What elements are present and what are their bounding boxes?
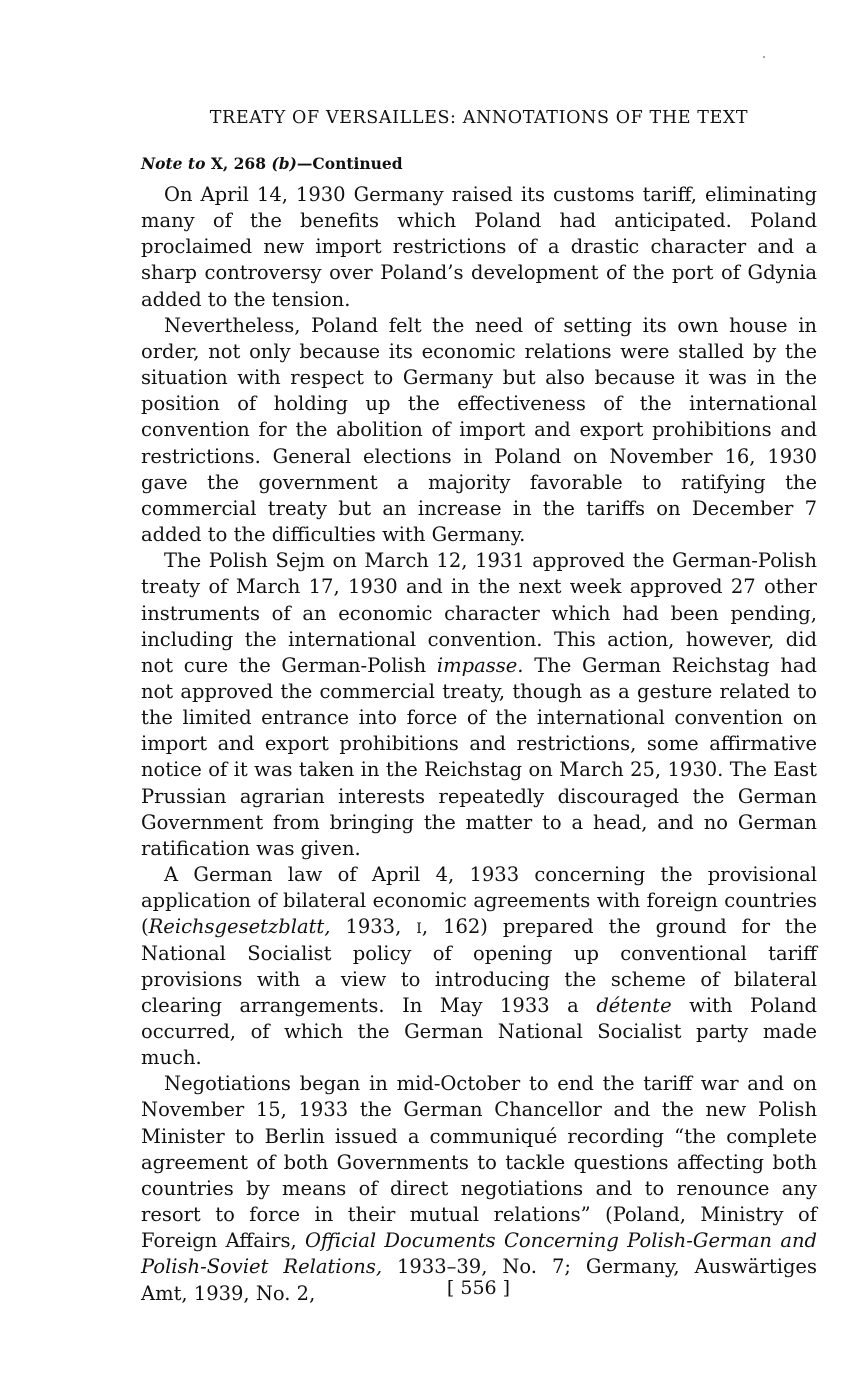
note-heading-sub: (b) [271,154,297,173]
paragraph-4-text-d: with Poland occurred, of which the German National Socialist party made much. [141,993,818,1070]
paragraph-3 [141,548,817,862]
note-heading-prefix: Note to [141,154,206,173]
paragraph-4-text-b: 1933, [330,915,417,939]
running-head: TREATY OF VERSAILLES: ANNOTATIONS OF THE TEXT [209,108,749,128]
paragraph-5-text-b: 1933–39, No. 7; Germany, Auswärtiges Amt, 1939, No. 2, [141,1255,817,1305]
paragraph-2: Nevertheless, Poland felt the need of setting its own house in order, not only because its economic relations were stalled by the situation with respect to Germany but also because it was in the position of holding up the effectiveness of the international convention for the abolition of import and export prohibitions and restrictions. General elections in Poland on November 16, 1930 gave the government a majority favorable to ratifying the commercial treaty but an increase in the tariffs on December 7 added to the difficulties with Germany. [141,313,817,547]
print-speck [763,56,765,58]
page-number: [ 556 ] [446,1277,511,1299]
paragraph-5 [141,1071,817,1306]
paragraph-3-text-a: The Polish Sejm on March 12, 1931 approved the German-Polish treaty of March 17, 1930 and in the next week approved 27 other instruments of an economic character which had been pending, including the international convention. This action, however, did not cure the German-Polish [141,549,817,677]
paragraph-4-italic-citation: Reichsgesetzblatt, [148,915,331,939]
paragraph-3-text-b: The German Reichstag had not approved the commercial treaty, though as a gesture related to the limited entrance into force of the international convention on import and export prohibitions and restrictions, some affirmative notice of it was taken in the Reichstag on March 25, 1930. The East Prussian agrarian interests repeatedly discouraged the German Government from bringing the matter to a head, and no German ratification was given. [141,653,817,860]
paragraph-4-text-c: , 162) prepared the ground for the National Socialist policy of opening up conventional tariff provisions with a view to introducing the scheme of bilateral clearing arrangements. In May 1933 a [141,915,817,1017]
paragraph-4-text-a: A German law of April 4, 1933 concerning the provisional application of bilateral economic agreements with foreign countries ( [141,863,817,939]
paragraph-4 [141,862,817,1071]
paragraph-5-italic-title: Official Documents Concerning Polish-German and Polish-Soviet Relations, [141,1229,817,1279]
note-heading-suffix: —Continued [296,154,403,173]
paragraph-5-text-a: Negotiations began in mid-October to end the tariff war and on November 15, 1933 the German Chancellor and the new Polish Minister to Berlin issued a communiqué recording “the complete agreement of both Governments to tackle questions affecting both countries by means of direct negotiations and to renounce any resort to force in their mutual relations” (Poland, Ministry of Foreign Affairs, [141,1072,817,1253]
note-heading [141,154,403,173]
body-text [141,182,817,1307]
paragraph-4-volume-numeral: i [416,915,422,939]
paragraph-1: On April 14, 1930 Germany raised its customs tariff, eliminating many of the benefits which Poland had anticipated. Poland proclaimed new import restrictions of a drastic character and a sharp controversy over Poland’s development of the port of Gdynia added to the tension. [141,183,817,311]
paragraph-4-italic-detente: détente [596,993,672,1017]
paragraph-3-italic: impasse. [436,653,524,677]
note-heading-ref: X, 268 [205,154,272,173]
